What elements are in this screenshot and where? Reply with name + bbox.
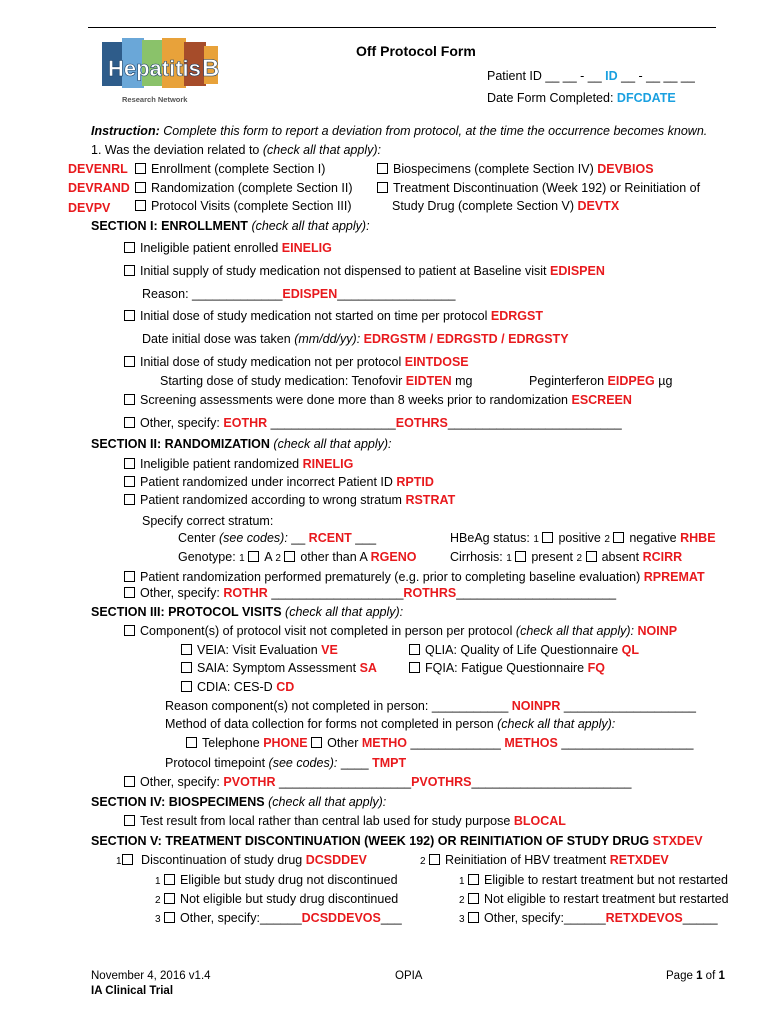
option-label: VEIA: Visit Evaluation [197,643,318,657]
blank-line: _________________________ [447,416,622,430]
section-hint: (check all that apply): [285,605,404,619]
s1-intdose-option[interactable] [124,355,469,370]
instruction [91,124,707,139]
devenrl-code: DEVENRL [68,162,128,176]
field-hint: (see codes): [219,531,288,545]
section-title: SECTION IV: BIOSPECIMENS [91,795,265,809]
s2-center[interactable] [178,531,376,546]
s3-saia-option[interactable] [181,661,377,676]
checkbox[interactable] [542,532,553,543]
top-rule [88,27,716,28]
s5-d2-option[interactable] [155,892,398,908]
q1-randomization-option[interactable] [135,181,352,196]
checkbox[interactable] [124,394,135,405]
field-label: Cirrhosis: [450,550,503,564]
blank-line: ____ [340,756,369,770]
s2-hbeag[interactable] [450,531,716,547]
field-code: SA [359,661,377,675]
option-number: 1 [533,534,539,545]
option-label: Randomization (complete Section II) [151,181,353,195]
option-label: Other, specify: [140,416,220,430]
q1-treatment-option[interactable] [377,181,700,196]
s1-screen-option[interactable] [124,393,632,408]
section-4-title [91,795,386,810]
field-code: EDRGSTM / EDRGSTD / EDRGSTY [363,332,569,346]
section-title: SECTION V: TREATMENT DISCONTINUATION (WEEK 192) OR REINITIATION OF STUDY DRUG [91,834,650,848]
option-label: Telephone [202,736,260,750]
page-number [666,969,725,984]
field-code: TMPT [372,756,407,770]
blank-line: __________________ [270,416,396,430]
s1-dispen-option[interactable] [124,264,605,279]
section-1-title [91,219,370,234]
field-label: Starting dose of study medication: Tenofovir [160,374,403,388]
field-code: STXDEV [652,834,703,848]
option-hint: (check all that apply): [515,624,635,638]
footer-center: OPIA [395,970,423,982]
q1-hint: (check all that apply): [262,143,381,157]
option-label: Patient randomization performed prematurely (e.g. prior to completing baseline evaluation) [140,570,641,584]
section-hint: (check all that apply): [251,219,370,233]
checkbox[interactable] [124,494,135,505]
blank-line: _________________ [337,287,456,301]
checkbox[interactable] [124,458,135,469]
checkbox[interactable] [586,551,597,562]
q1-protocol-visits-option[interactable] [135,199,352,214]
checkbox[interactable] [468,874,479,885]
option-label: Enrollment (complete Section I) [151,162,326,176]
section-hint: (check all that apply): [273,437,392,451]
checkbox[interactable] [613,532,624,543]
svg-text:B: B [202,55,220,82]
option-label: QLIA: Quality of Life Questionnaire [425,643,619,657]
checkbox[interactable] [122,854,133,865]
field-label: Reason component(s) not completed in person: ___________ [165,699,509,713]
checkbox[interactable] [429,854,440,865]
field-code: RHBE [680,531,716,545]
option-label: Other, specify:______ [180,911,302,925]
checkbox[interactable] [124,587,135,598]
field-label: Protocol timepoint [165,756,266,770]
s3-method-options[interactable] [186,736,693,751]
field-code: RCIRR [642,550,683,564]
blank-line: ___________________ [278,775,412,789]
checkbox[interactable] [468,912,479,923]
patient-id-code: ID [605,69,618,83]
option-number: 2 [459,895,465,906]
s2-other-option[interactable] [124,586,616,601]
option-label: Ineligible patient randomized [140,457,300,471]
option-label: Biospecimens (complete Section IV) [393,162,594,176]
field-label: HBeAg status: [450,531,530,545]
field-code: FQ [587,661,605,675]
option-label: positive [558,531,601,545]
page-label: Page [666,970,693,982]
option-number: 2 [420,856,426,867]
s5-reinit-option[interactable] [420,853,669,869]
checkbox[interactable] [311,737,322,748]
checkbox[interactable] [181,662,192,673]
checkbox[interactable] [181,644,192,655]
blank-line: _______________________ [456,586,617,600]
field-code: EDISPEN [282,287,338,301]
option-label: other than A [300,550,368,564]
checkbox[interactable] [135,182,146,193]
svg-text:Hepatitis: Hepatitis [108,56,201,81]
devrand-code: DEVRAND [68,181,130,195]
field-code: ESCREEN [571,393,632,407]
date-completed-code: DFCDATE [616,91,676,105]
blank-line: _____________ [410,736,501,750]
field-code: PHONE [263,736,308,750]
option-label: FQIA: Fatigue Questionnaire [425,661,585,675]
option-label: Initial dose of study medication not per protocol [140,355,402,369]
s1-peg-dose[interactable] [529,374,672,389]
checkbox[interactable] [124,356,135,367]
s3-reason[interactable] [165,699,696,714]
s5-r2-option[interactable] [459,892,729,908]
field-code: NOINP [637,624,678,638]
option-number: 1 [506,553,512,564]
section-5-title [91,834,703,849]
checkbox[interactable] [124,625,135,636]
field-code: EIDTEN [405,374,452,388]
field-code: METHOS [504,736,558,750]
s5-disc-option[interactable] [116,853,367,869]
s3-other-option[interactable] [124,775,631,790]
field-label: Date initial dose was taken [142,332,291,346]
s3-qlia-option[interactable] [409,643,639,658]
field-label: Peginterferon [529,374,605,388]
devpv-code: DEVPV [68,201,111,215]
checkbox[interactable] [409,662,420,673]
field-hint: (mm/dd/yy): [294,332,361,346]
s2-cirrhosis[interactable] [450,550,682,566]
option-label: Other, specify:______ [484,911,606,925]
field-code: EOTHRS [395,416,448,430]
devtx-code: DEVTX [577,199,620,213]
s4-test-option[interactable] [124,814,566,829]
checkbox[interactable] [124,310,135,321]
checkbox[interactable] [468,893,479,904]
field-code: QL [621,643,640,657]
field-code: VE [321,643,338,657]
section-title: SECTION III: PROTOCOL VISITS [91,605,282,619]
checkbox[interactable] [164,893,175,904]
option-label: Eligible but study drug not discontinued [180,873,398,887]
checkbox[interactable] [515,551,526,562]
option-number: 2 [155,895,161,906]
option-label: Screening assessments were done more than 8 weeks prior to randomization [140,393,568,407]
option-number: 1 [239,553,245,564]
s3-comp-option[interactable] [124,624,677,639]
field-code: ROTHR [223,586,268,600]
date-completed-label: Date Form Completed: [487,91,614,105]
field-code: NOINPR [511,699,561,713]
s2-genotype[interactable] [178,550,416,566]
field-code: RPTID [396,475,434,489]
option-label: SAIA: Symptom Assessment [197,661,357,675]
checkbox[interactable] [248,551,259,562]
page-total: 1 [718,970,725,982]
field-label: Genotype: [178,550,236,564]
option-number: 2 [576,553,583,564]
s2-specify: Specify correct stratum: [142,514,274,528]
option-number: 1 [116,856,122,867]
option-label: Not eligible but study drug discontinued [180,892,399,906]
unit: µg [658,374,673,388]
field-code: EIDPEG [607,374,655,388]
s2-ptid-option[interactable] [124,475,434,490]
section-2-title [91,437,392,452]
field-code: RETXDEVOS [605,911,683,925]
field-code: PVOTHR [223,775,276,789]
instruction-text: Complete this form to report a deviation from protocol, at the time the occurrence becomes known. [163,124,708,138]
s5-r1-option[interactable] [459,873,728,889]
checkbox[interactable] [284,551,295,562]
field-hint: (see codes): [268,756,338,770]
option-label: present [531,550,574,564]
patient-id-line [487,69,695,84]
svg-text:Research Network: Research Network [122,95,188,104]
option-label: Eligible to restart treatment but not restarted [484,873,728,887]
blank-line: ___________________ [563,699,696,713]
hepatitis-b-logo [98,36,224,106]
s5-r3-option[interactable] [459,911,718,927]
field-code: EINTDOSE [404,355,469,369]
form-title: Off Protocol Form [356,43,476,59]
q1-treatment-option-cont [392,199,619,214]
page-current: 1 [696,970,703,982]
field-code: RINELIG [302,457,354,471]
option-label: Other, specify: [140,775,220,789]
devbios-code: DEVBIOS [597,162,654,176]
checkbox[interactable] [124,815,135,826]
unit: mg [455,374,473,388]
date-completed-line [487,91,676,106]
q1-enrollment-option[interactable] [135,162,325,177]
option-label: Test result from local rather than central lab used for study purpose [140,814,511,828]
blank-line: ___________________ [561,736,694,750]
s3-cdia-option[interactable] [181,680,294,695]
checkbox[interactable] [124,776,135,787]
s1-reason[interactable] [142,287,455,302]
checkbox[interactable] [164,874,175,885]
field-code: DCSDDEVOS [301,911,381,925]
field-code: DCSDDEV [305,853,367,867]
blank-line: _____ [682,911,718,925]
s2-inelig-option[interactable] [124,457,353,472]
checkbox[interactable] [135,163,146,174]
checkbox[interactable] [377,163,388,174]
field-code: EDISPEN [549,264,605,278]
instruction-label: Instruction: [91,124,160,138]
checkbox[interactable] [409,644,420,655]
footer-date: November 4, 2016 v1.4 [91,970,211,982]
option-label: Protocol Visits (complete Section III) [151,199,352,213]
option-label: Ineligible patient enrolled [140,241,279,255]
field-code: RGENO [370,550,417,564]
s3-veia-option[interactable] [181,643,338,658]
checkbox[interactable] [377,182,388,193]
checkbox[interactable] [124,571,135,582]
field-code: RPREMAT [643,570,705,584]
section-title: SECTION II: RANDOMIZATION [91,437,270,451]
option-label: Not eligible to restart treatment but restarted [484,892,729,906]
q1-question [91,143,381,158]
field-code: PVOTHRS [411,775,472,789]
option-number: 1 [155,876,161,887]
option-label: Study Drug (complete Section V) [392,199,575,213]
field-code: RSTRAT [405,493,456,507]
option-label: Patient randomized according to wrong stratum [140,493,402,507]
field-code: EDRGST [490,309,543,323]
field-code: RETXDEV [609,853,669,867]
option-label: Initial dose of study medication not started on time per protocol [140,309,488,323]
field-label: Reason: _____________ [142,287,283,301]
option-number: 2 [604,534,610,545]
checkbox[interactable] [186,737,197,748]
option-number: 3 [155,914,161,925]
option-number: 3 [459,914,465,925]
section-3-title [91,605,403,620]
page-of: of [705,970,716,982]
patient-id-tail: __ - __ __ __ [621,69,695,83]
s3-timepoint[interactable] [165,756,406,771]
s1-drgst-option[interactable] [124,309,543,324]
option-label: Discontinuation of study drug [141,853,303,867]
s3-fqia-option[interactable] [409,661,605,676]
checkbox[interactable] [124,265,135,276]
field-code: EOTHR [223,416,268,430]
option-label: negative [629,531,677,545]
field-code: RCENT [308,531,352,545]
field-label: Center [178,531,216,545]
option-label: Initial supply of study medication not dispensed to patient at Baseline visit [140,264,547,278]
checkbox[interactable] [135,200,146,211]
option-label: A [264,550,272,564]
option-label: Component(s) of protocol visit not completed in person per protocol [140,624,513,638]
field-code: EINELIG [281,241,332,255]
option-label: absent [601,550,640,564]
s1-starting-dose[interactable] [160,374,472,389]
option-label: Other [327,736,359,750]
footer-trial: IA Clinical Trial [91,985,174,997]
checkbox[interactable] [181,681,192,692]
blank-line: ___ [380,911,402,925]
option-number: 1 [459,876,465,887]
section-hint: (check all that apply): [268,795,387,809]
checkbox[interactable] [124,242,135,253]
field-code: METHO [361,736,408,750]
checkbox[interactable] [164,912,175,923]
blank-line: ___________________ [271,586,404,600]
option-label: Patient randomized under incorrect Patient ID [140,475,393,489]
option-label: CDIA: CES-D [197,680,273,694]
option-label: Reinitiation of HBV treatment [445,853,607,867]
q1-text: 1. Was the deviation related to [91,143,260,157]
s2-strat-option[interactable] [124,493,455,508]
patient-id-label: Patient ID __ __ - __ [487,69,602,83]
s5-d3-option[interactable] [155,911,402,927]
option-number: 2 [275,553,281,564]
checkbox[interactable] [124,417,135,428]
checkbox[interactable] [124,476,135,487]
field-label: Method of data collection for forms not completed in person [165,717,494,731]
s1-other-option[interactable] [124,416,622,431]
section-title: SECTION I: ENROLLMENT [91,219,248,233]
blank-line: _______________________ [471,775,632,789]
s5-d1-option[interactable] [155,873,398,889]
s1-date-taken[interactable] [142,332,569,347]
blank-line: ___ [355,531,377,545]
field-code: CD [276,680,295,694]
blank-line: __ [291,531,306,545]
s2-premat-option[interactable] [124,570,705,585]
option-label: Treatment Discontinuation (Week 192) or Reinitiation of [393,181,701,195]
field-code: BLOCAL [513,814,566,828]
s3-method [165,717,615,732]
s1-inelig-option[interactable] [124,241,332,256]
field-code: ROTHRS [403,586,457,600]
q1-biospecimens-option[interactable] [377,162,654,177]
option-label: Other, specify: [140,586,220,600]
field-hint: (check all that apply): [497,717,616,731]
